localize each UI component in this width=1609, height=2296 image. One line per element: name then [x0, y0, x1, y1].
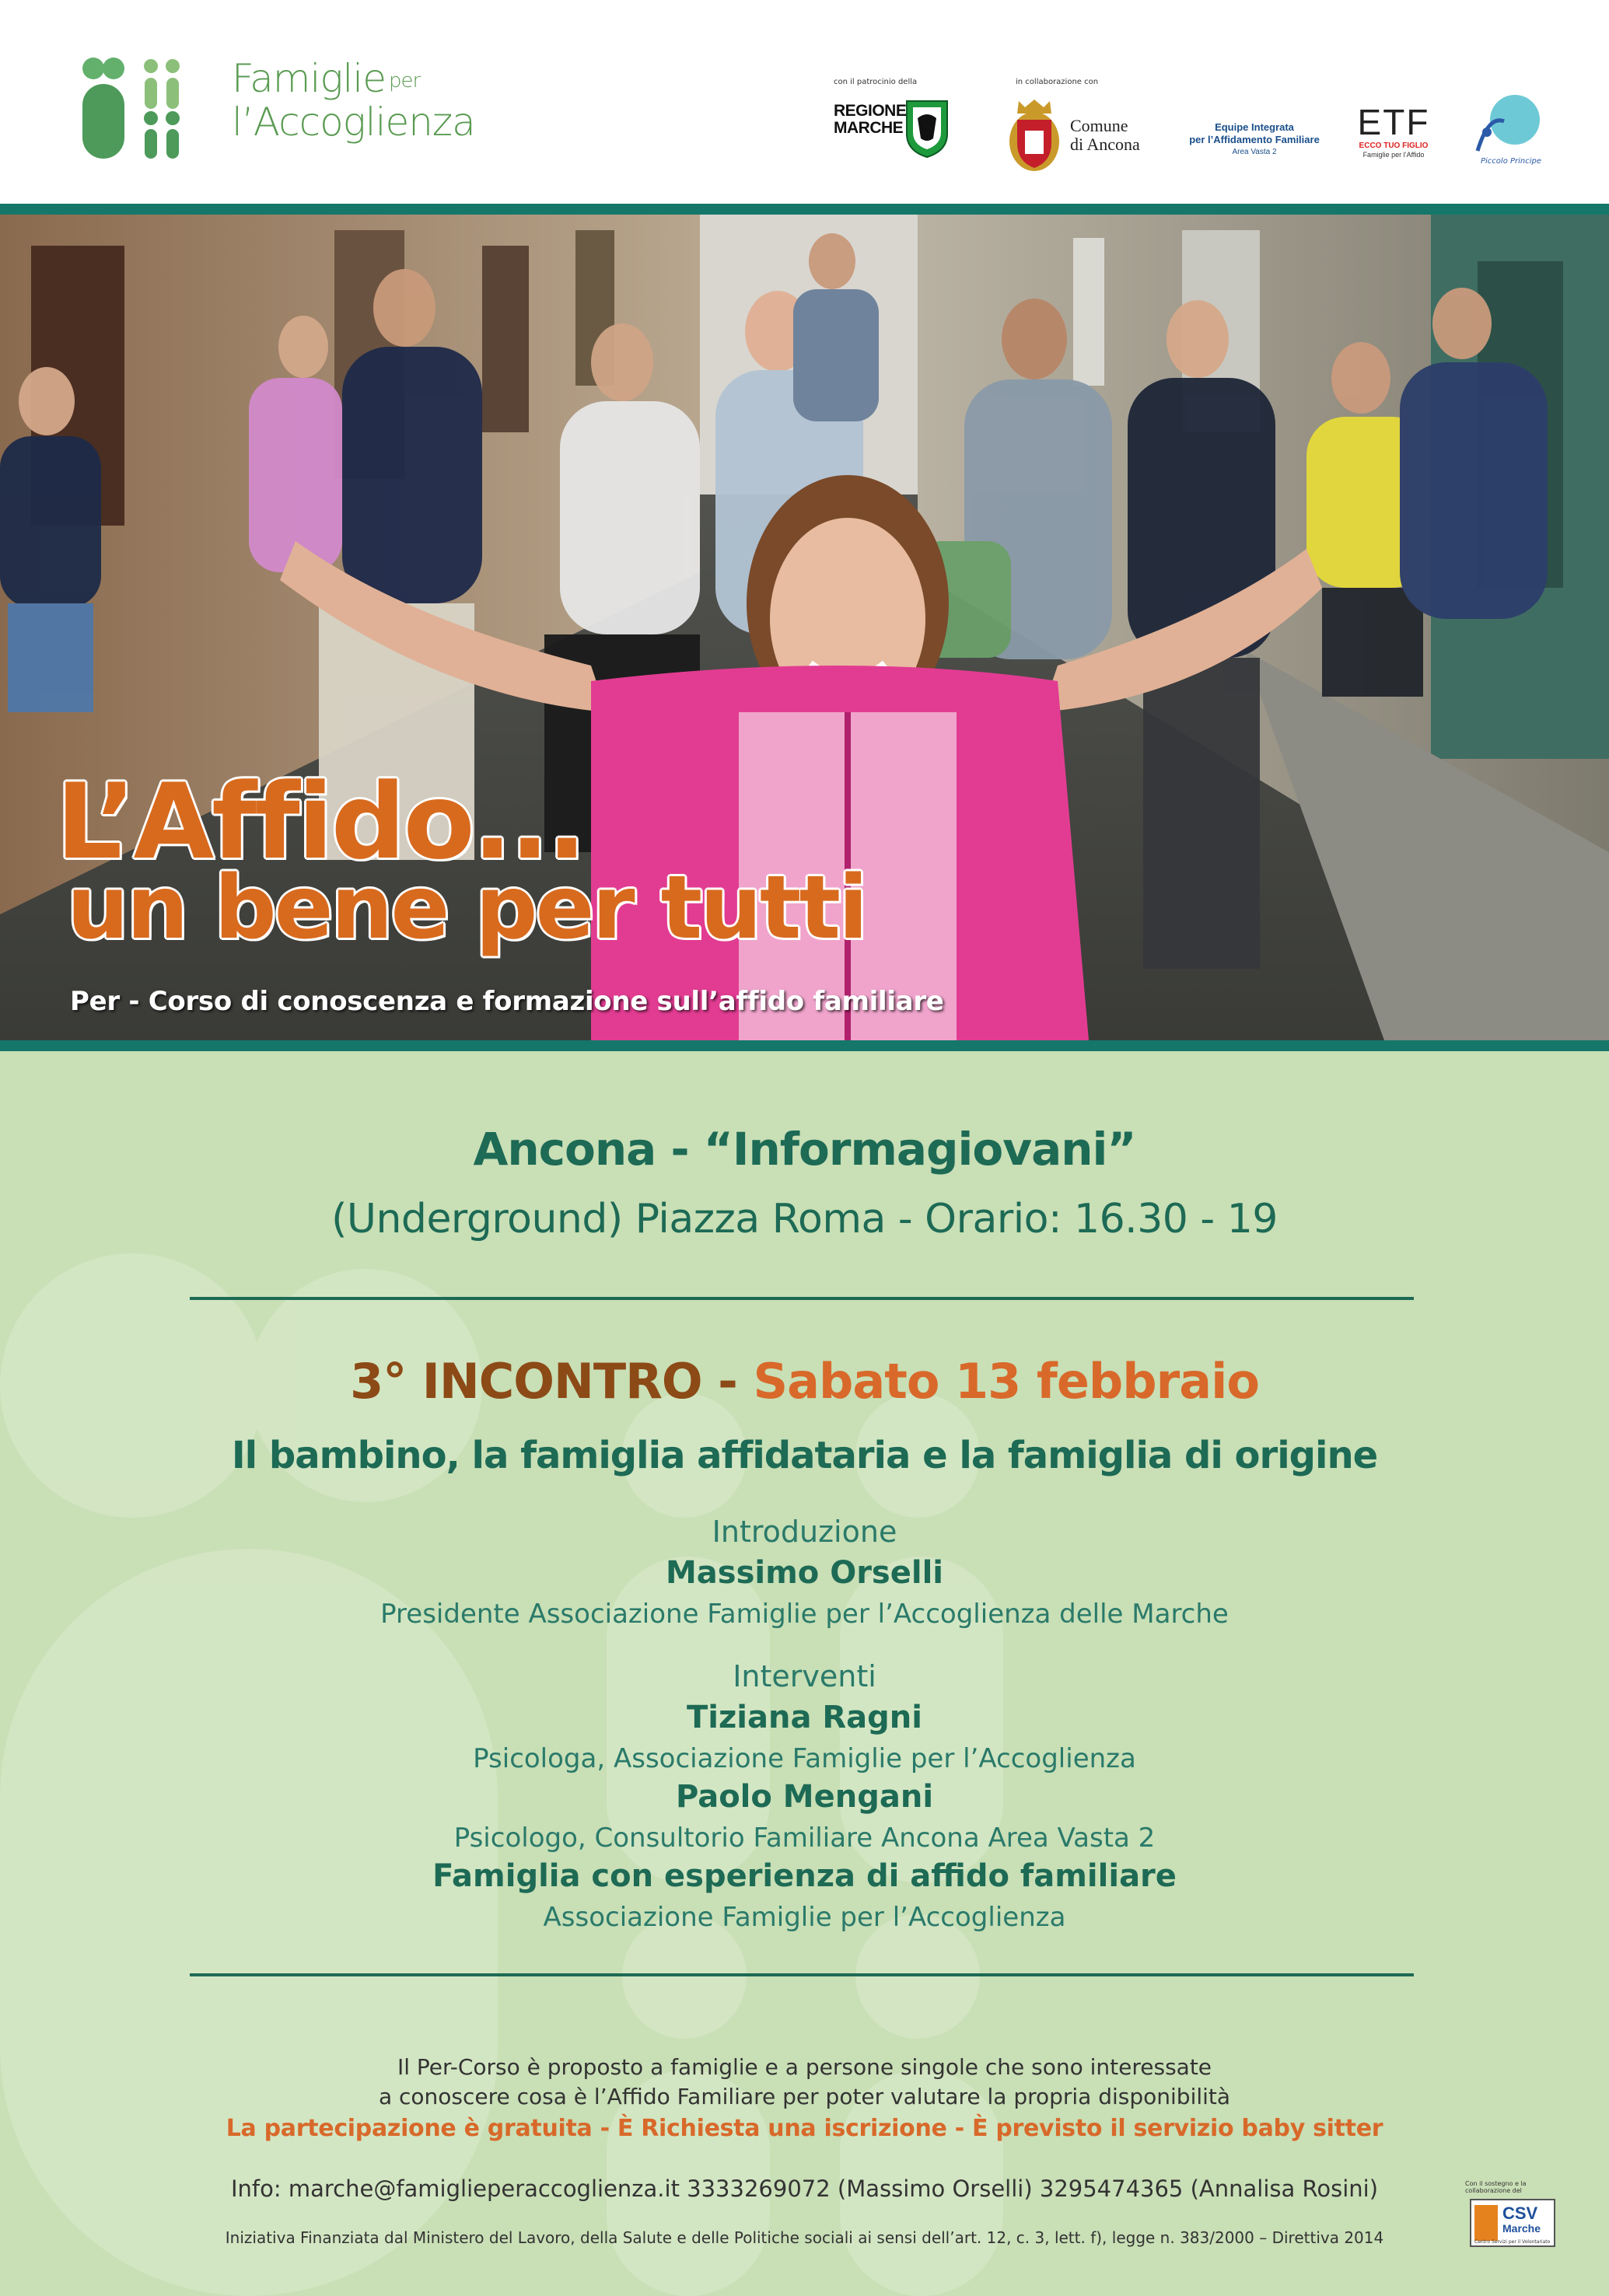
headline-line1: L’Affido... [56, 761, 585, 882]
equipe-line3: Area Vasta 2 [1232, 148, 1277, 156]
comune-line1: Comune [1070, 116, 1128, 135]
incontro-topic: Il bambino, la famiglia affidataria e la famiglia di origine [231, 1434, 1378, 1477]
famiglie-logo-icon [78, 56, 187, 159]
intro-speaker-role: Presidente Associazione Famiglie per l’Accoglienza delle Marche [380, 1599, 1229, 1630]
divider-bottom [190, 1973, 1414, 1976]
piccolo-principe-logo [1473, 92, 1544, 169]
comune-line2: di Ancona [1070, 135, 1140, 154]
famiglie-logo-text: Famiglie per l’Accoglienza [232, 56, 475, 145]
info-highlight: La partecipazione è gratuita - È Richiesta una iscrizione - È previsto il servizio baby sitter [226, 2115, 1383, 2142]
speaker-name: Paolo Mengani [675, 1779, 934, 1815]
regione-marche-logo [834, 100, 949, 165]
photo-bottom-band [0, 1040, 1609, 1051]
regione-label: REGIONE MARCHE [834, 102, 907, 137]
collaborazione-caption: in collaborazione con [1016, 78, 1099, 86]
speaker-role: Psicologa, Associazione Famiglie per l’Accoglienza [473, 1743, 1136, 1774]
incontro-label: 3° INCONTRO - [350, 1353, 737, 1410]
venue-address: (Underground) Piazza Roma - Orario: 16.30 - 19 [331, 1196, 1278, 1242]
info-text-line2: a conoscere cosa è l’Affido Familiare per poter valutare la propria disponibilità [378, 2084, 1231, 2109]
subheadline: Per - Corso di conoscenza e formazione sull’affido familiare [70, 986, 944, 1017]
headline-line2: un bene per tutti [67, 858, 866, 959]
etf-mark: ETF [1357, 102, 1430, 142]
csv-name: CSV [1502, 2203, 1538, 2223]
contact-info: Info: marche@famiglieperaccoglienza.it 3333269072 (Massimo Orselli) 3295474365 (Annalisa Rosini) [230, 2175, 1379, 2202]
divider-top [190, 1297, 1414, 1300]
comune-ancona-logo [1003, 96, 1159, 174]
speaker-role: Associazione Famiglie per l’Accoglienza [543, 1902, 1066, 1933]
hero-photo [0, 215, 1609, 1040]
incontro-heading [0, 1353, 1609, 1410]
speaker-name: Tiziana Ragni [687, 1700, 922, 1735]
interventi-label: Interventi [733, 1659, 876, 1693]
headline [56, 761, 866, 959]
intro-speaker-name: Massimo Orselli [665, 1555, 943, 1591]
comune-crest-icon [1003, 96, 1065, 174]
funding-footnote: Iniziativa Finanziata dal Ministero del Lavoro, della Salute e delle Politiche sociali ai sensi dell’art. 12, c. 3, lett. f), legge n. 383/2000 – Direttiva 2014 [225, 2228, 1384, 2247]
incontro-date: Sabato 13 febbraio [753, 1353, 1259, 1410]
header [0, 0, 1609, 204]
etf-sub2: Famiglie per l’Affido [1362, 151, 1425, 159]
venue: Ancona - “Informagiovani” [473, 1123, 1136, 1176]
equipe-logo [1181, 121, 1328, 159]
csv-region: Marche [1502, 2222, 1541, 2235]
csv-marche-logo [1465, 2180, 1558, 2252]
csv-caption: Con il sostegno e la collaborazione del [1465, 2180, 1527, 2194]
regione-shield-icon [905, 100, 949, 159]
etf-logo [1353, 103, 1434, 159]
equipe-line1: Equipe Integrata [1215, 121, 1294, 133]
speaker-name: Famiglia con esperienza di affido familiare [432, 1858, 1177, 1894]
csv-sub: Centro Servizi per il Volontariato [1474, 2239, 1551, 2245]
equipe-line2: per l’Affidamento Familiare [1189, 134, 1320, 145]
csv-square-icon [1474, 2205, 1498, 2241]
speaker-role: Psicologo, Consultorio Familiare Ancona Area Vasta 2 [453, 1822, 1156, 1854]
intro-label: Introduzione [712, 1515, 897, 1549]
info-text-line1: Il Per-Corso è proposto a famiglie e a persone singole che sono interessate [397, 2054, 1212, 2080]
patrocinio-caption: con il patrocinio della [834, 78, 918, 86]
etf-sub1: ECCO TUO FIGLIO [1359, 142, 1429, 150]
piccolo-principe-label: Piccolo Principe [1481, 157, 1542, 166]
photo-top-band [0, 204, 1609, 215]
piccolo-principe-icon [1473, 92, 1544, 159]
